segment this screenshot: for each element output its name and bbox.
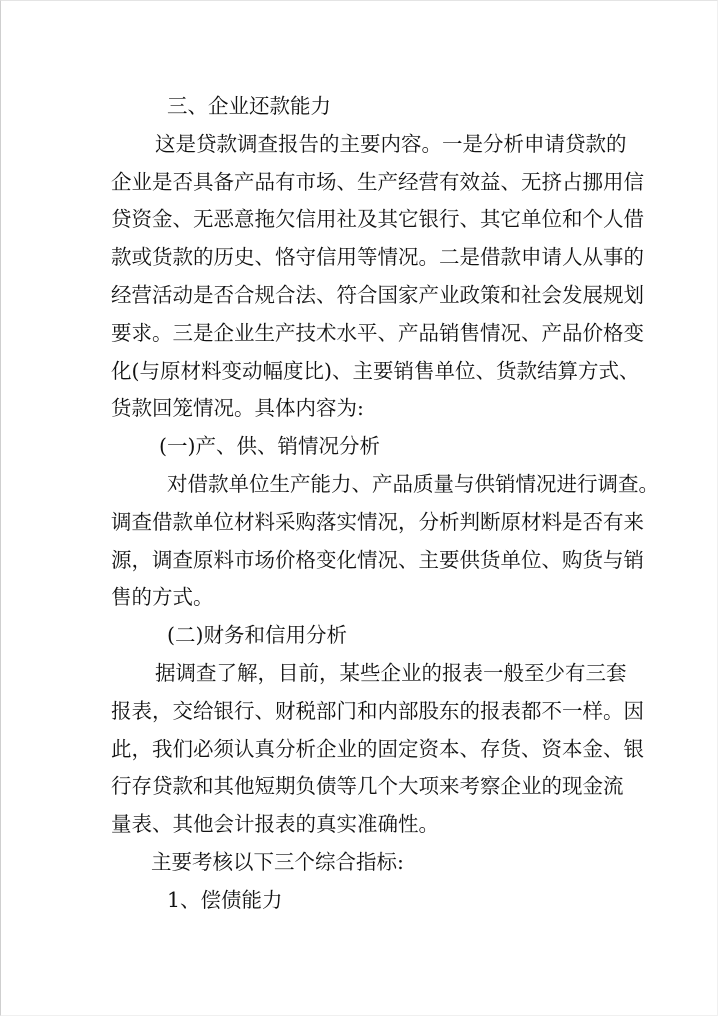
paragraph-line: 对借款单位生产能力、产品质量与供销情况进行调查。 (167, 471, 659, 496)
paragraph-line: 化(与原材料变动幅度比)、主要销售单位、货款结算方式、 (111, 358, 640, 383)
paragraph-1 (111, 126, 644, 428)
paragraph-line: 行存贷款和其他短期负债等几个大项来考察企业的现金流 (111, 774, 624, 799)
paragraph-2 (111, 466, 659, 617)
paragraph-line: 调查借款单位材料采购落实情况，分析判断原材料是否有来 (111, 509, 644, 534)
paragraph-line: 企业是否具备产品有市场、生产经营有效益、无挤占挪用信 (111, 169, 644, 194)
section-heading: 三、企业还款能力 (167, 94, 331, 118)
paragraph-3 (111, 655, 644, 844)
item-heading: 1、偿债能力 (167, 887, 283, 912)
document-body (111, 88, 659, 920)
paragraph-line: 报表，交给银行、财税部门和内部股东的报表都不一样。因 (111, 698, 644, 723)
paragraph-line: 贷资金、无恶意拖欠信用社及其它银行、其它单位和个人借 (111, 207, 644, 232)
subsection-heading: (一)产、供、销情况分析 (159, 434, 380, 459)
paragraph-line: 售的方式。 (111, 585, 214, 610)
paragraph-line: 这是贷款调查报告的主要内容。一是分析申请贷款的 (155, 131, 627, 156)
paragraph-line: 要求。三是企业生产技术水平、产品销售情况、产品价格变 (111, 320, 644, 345)
paragraph-line: 量表、其他会计报表的真实准确性。 (111, 812, 439, 837)
paragraph-line: 款或货款的历史、恪守信用等情况。二是借款申请人从事的 (111, 245, 644, 270)
paragraph-4: 主要考核以下三个综合指标: (151, 849, 404, 874)
paragraph-line: 源，调查原料市场价格变化情况、主要供货单位、购货与销 (111, 547, 644, 572)
paragraph-line: 据调查了解，目前，某些企业的报表一般至少有三套 (155, 660, 627, 685)
paragraph-line: 此，我们必须认真分析企业的固定资本、存货、资本金、银 (111, 736, 644, 761)
subsection-heading: (二)财务和信用分析 (167, 623, 347, 648)
paragraph-line: 经营活动是否合规合法、符合国家产业政策和社会发展规划 (111, 282, 644, 307)
paragraph-line: 货款回笼情况。具体内容为: (111, 396, 364, 421)
